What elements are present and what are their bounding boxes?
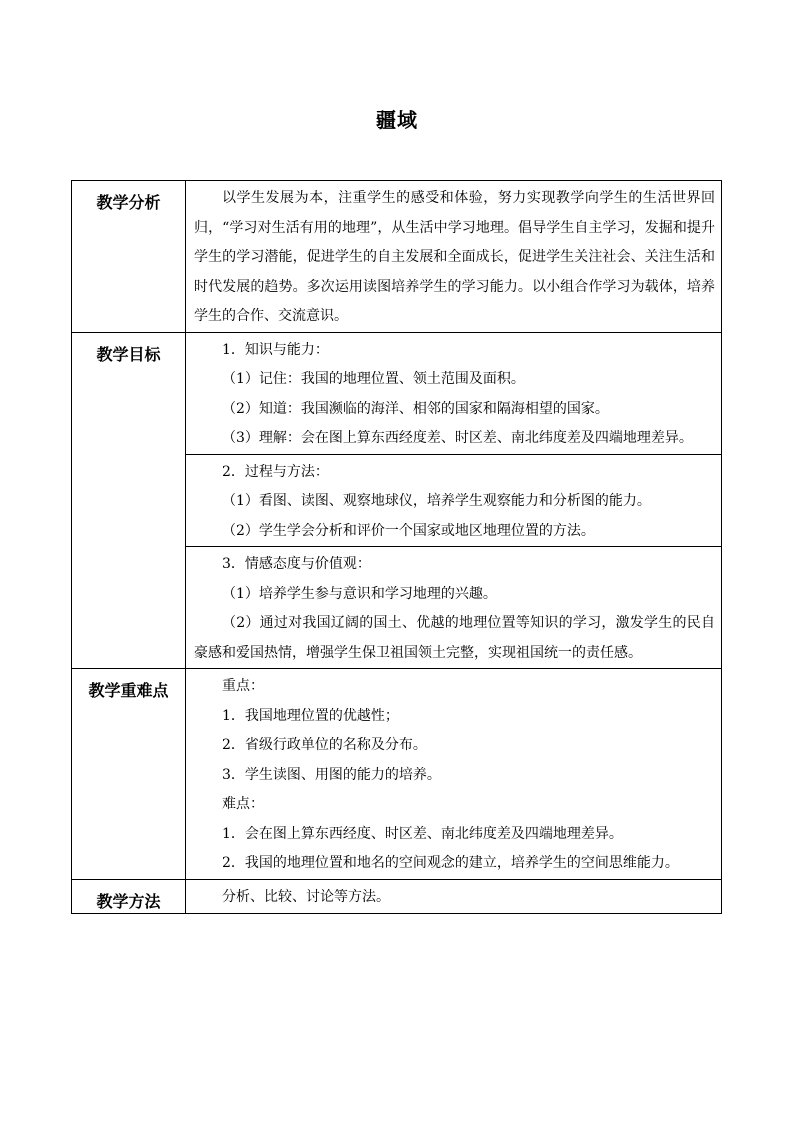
keypoints-row (72, 669, 722, 880)
goals-knowledge-heading: 1．知识与能力： (222, 341, 329, 358)
goals-row-knowledge (72, 332, 722, 454)
methods-row (72, 879, 722, 914)
goals-process-cell (186, 454, 722, 547)
keypoints-item: 2．我国的地理位置和地名的空间观念的建立，培养学生的空间思维能力。 (222, 855, 679, 871)
keypoints-item: 1．会在图上算东西经度、时区差、南北纬度差及四端地理差异。 (222, 825, 623, 842)
keypoints-heading: 重点： (222, 678, 264, 694)
goals-knowledge-item: （2）知道：我国濒临的海洋、相邻的国家和隔海相望的国家。 (222, 400, 609, 417)
keypoints-item: 1．我国地理位置的优越性； (222, 707, 399, 724)
keypoints-heading: 难点： (222, 796, 264, 812)
analysis-text: 以学生发展为本，注重学生的感受和体验，努力实现教学向学生的生活世界回归，“学习对生活有用的地理”，从生活中学习地理。倡导学生自主学习，发掘和提升学生的学习潜能，促进学生的自主发展和全面成长，促进学生关注社会、关注生活和时代发展的趋势。多次运用读图培养学生的学习能力。以小组合作学习为载体，培养学生的合作、交流意识。 (194, 190, 715, 324)
goals-process-item: （2）学生学会分析和评价一个国家或地区地理位置的方法。 (222, 522, 595, 539)
keypoints-label: 教学重难点 (72, 669, 186, 880)
goals-emotion-item: （2）通过对我国辽阔的国土、优越的地理位置等知识的学习，激发学生的民自豪感和爱国热情，增强学生保卫祖国领土完整，实现祖国统一的责任感。 (194, 615, 715, 661)
goals-emotion-item: （1）培养学生参与意识和学习地理的兴趣。 (222, 585, 497, 602)
methods-cell (186, 879, 722, 914)
keypoints-item: 2．省级行政单位的名称及分布。 (222, 737, 427, 753)
goals-knowledge-item: （3）理解：会在图上算东西经度差、时区差、南北纬度差及四端地理差异。 (222, 430, 693, 446)
analysis-row (72, 181, 722, 333)
page-title: 疆域 (376, 108, 418, 132)
goals-process-item: （1）看图、读图、观察地球仪，培养学生观察能力和分析图的能力。 (222, 493, 651, 509)
methods-text: 分析、比较、讨论等方法。 (222, 888, 390, 905)
methods-label: 教学方法 (72, 879, 186, 914)
goals-emotion-cell (186, 547, 722, 669)
lesson-plan-table (71, 180, 722, 914)
analysis-content (186, 181, 722, 333)
analysis-label: 教学分析 (72, 181, 186, 333)
goals-knowledge-cell (186, 332, 722, 454)
goals-label: 教学目标 (72, 332, 186, 669)
goals-knowledge-item: （1）记住：我国的地理位置、领土范围及面积。 (222, 371, 525, 387)
goals-emotion-heading: 3．情感态度与价值观： (222, 556, 371, 572)
goals-process-heading: 2．过程与方法： (222, 463, 329, 480)
keypoints-item: 3．学生读图、用图的能力的培养。 (222, 766, 441, 783)
keypoints-cell (186, 669, 722, 880)
